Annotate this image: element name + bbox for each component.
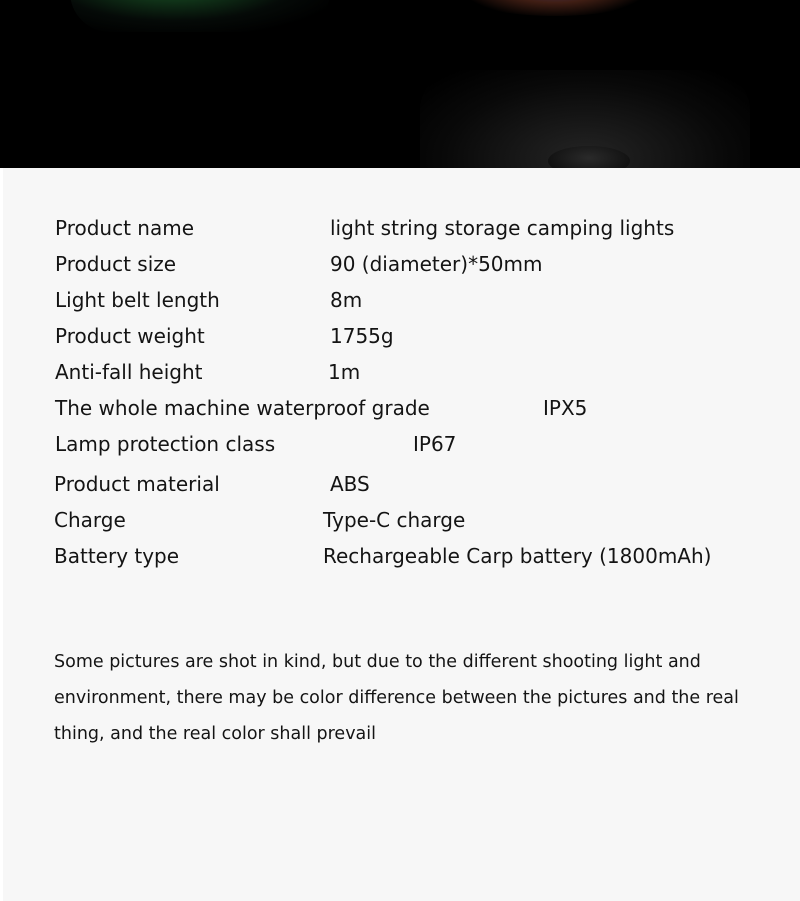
- spec-value-lamp-protection-class: IP67: [413, 432, 457, 456]
- spec-value-battery-type: Rechargeable Carp battery (1800mAh): [323, 544, 712, 568]
- spec-label-product-material: Product material: [54, 472, 220, 496]
- spec-value-product-weight: 1755g: [330, 324, 394, 348]
- spec-label-product-size: Product size: [55, 252, 177, 276]
- lamp-knob: [548, 146, 630, 168]
- light-string-glow: [460, 0, 650, 16]
- spec-label-charge: Charge: [54, 508, 126, 532]
- spec-value-charge: Type-C charge: [323, 508, 466, 532]
- spec-label-anti-fall-height: Anti-fall height: [55, 360, 203, 384]
- spec-label-product-name: Product name: [55, 216, 195, 240]
- spec-label-lamp-protection-class: Lamp protection class: [55, 432, 276, 456]
- spec-value-light-belt-length: 8m: [330, 288, 363, 312]
- spec-value-waterproof-grade: IPX5: [543, 396, 588, 420]
- spec-panel: [3, 168, 800, 901]
- spec-label-battery-type: Battery type: [54, 544, 180, 568]
- spec-value-anti-fall-height: 1m: [328, 360, 361, 384]
- spec-label-waterproof-grade: The whole machine waterproof grade: [55, 396, 430, 420]
- spec-value-product-size: 90 (diameter)*50mm: [330, 252, 543, 276]
- spec-label-product-weight: Product weight: [55, 324, 205, 348]
- lamp-glow-green: [70, 0, 330, 32]
- spec-value-product-name: light string storage camping lights: [330, 216, 675, 240]
- color-disclaimer: Some pictures are shot in kind, but due to the different shooting light and environment, there may be color difference between the pictures and the real thing, and the real color shall prevail: [54, 652, 739, 744]
- product-photo-banner: [0, 0, 800, 168]
- spec-value-product-material: ABS: [330, 472, 370, 496]
- spec-label-light-belt-length: Light belt length: [55, 288, 220, 312]
